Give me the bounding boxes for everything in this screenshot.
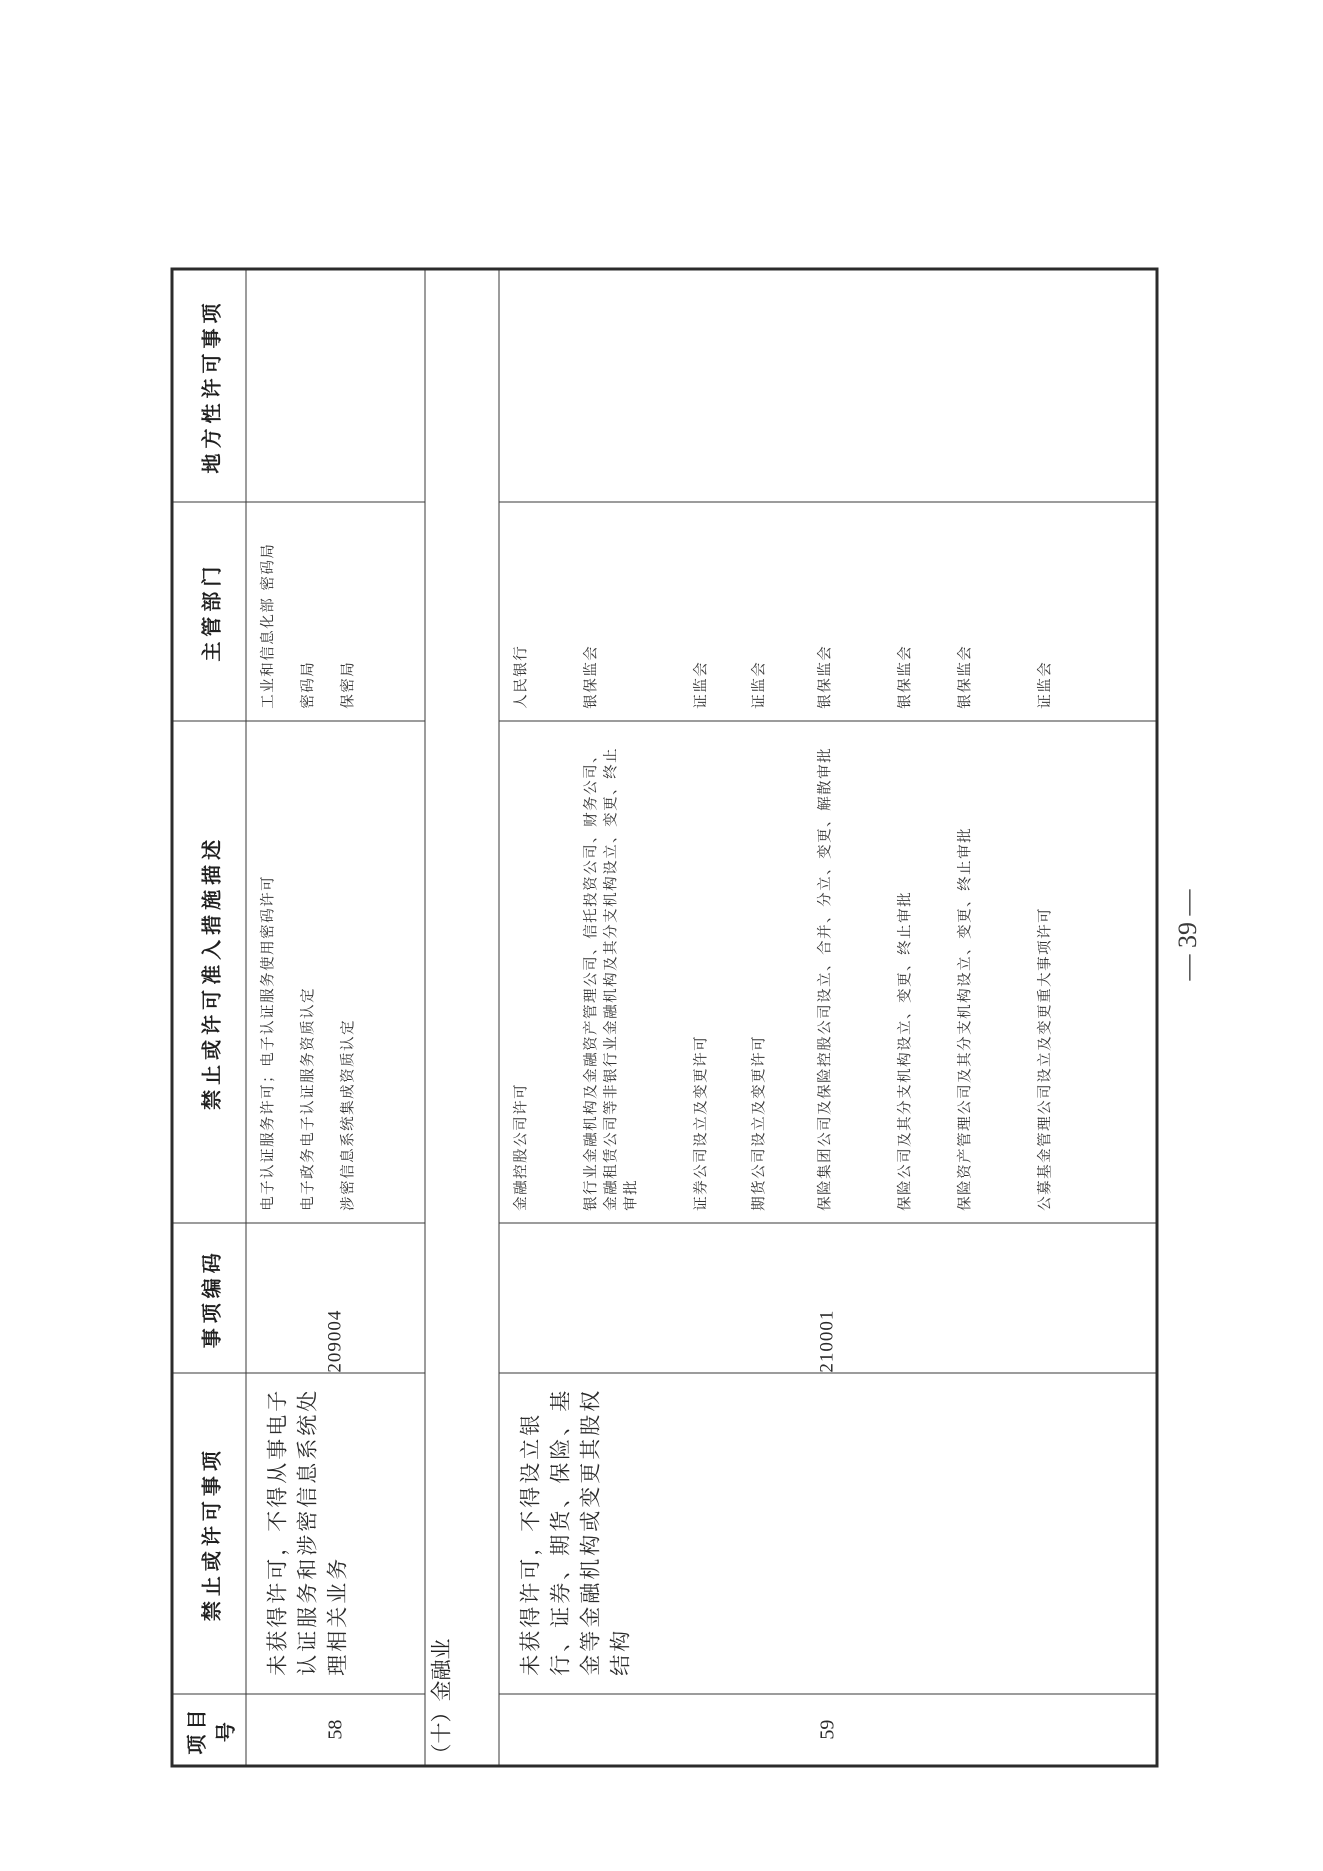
dept-name: 工业和信息化部 密码局 — [260, 542, 277, 709]
dept-cell — [499, 501, 1157, 720]
item-text: 未获得许可，不得设立银行、证券、期货、保险、基金等金融机构或变更其股权结构 — [518, 1387, 633, 1676]
header-local: 地方性许可事项 — [172, 269, 246, 502]
dept-name: 密码局 — [300, 660, 317, 709]
header-dept: 主管部门 — [172, 501, 246, 720]
dept-name: 保密局 — [340, 660, 357, 709]
dept-name: 证监会 — [1037, 660, 1054, 709]
dept-name: 人民银行 — [513, 644, 530, 709]
item-code: 209004 — [246, 1223, 425, 1373]
dept-cell — [246, 501, 425, 720]
page-number: — 39 — — [1173, 889, 1202, 981]
dept-list — [500, 502, 1096, 720]
dept-name: 证监会 — [693, 660, 710, 709]
local-cell — [246, 269, 425, 502]
measure-list — [500, 721, 1096, 1222]
header-desc: 禁止或许可准入措施描述 — [172, 721, 246, 1223]
dept-name: 银保监会 — [897, 644, 914, 709]
item-cell — [499, 1373, 1157, 1694]
measure-desc: 证券公司设立及变更许可 — [693, 1034, 710, 1211]
header-no: 项目号 — [172, 1694, 246, 1766]
item-cell — [246, 1373, 425, 1694]
section-row — [425, 269, 499, 1766]
table-row — [246, 269, 425, 1766]
header-item: 禁止或许可事项 — [172, 1373, 246, 1694]
item-code: 210001 — [499, 1223, 1157, 1373]
table-row — [499, 269, 1157, 1766]
table-header-row — [172, 269, 246, 1766]
row-number: 59 — [499, 1694, 1157, 1766]
measure-desc: 电子认证服务许可；电子认证服务使用密码许可 — [260, 874, 277, 1211]
measure-desc: 期货公司设立及变更许可 — [751, 1034, 768, 1211]
measure-desc: 电子政务电子认证服务资质认定 — [300, 986, 317, 1211]
local-cell — [499, 269, 1157, 502]
dept-name: 证监会 — [751, 660, 768, 709]
permit-table — [171, 267, 1159, 1767]
measure-desc: 涉密信息系统集成资质认定 — [340, 1018, 357, 1211]
measure-list — [247, 721, 379, 1222]
desc-cell — [499, 721, 1157, 1223]
header-code: 事项编码 — [172, 1223, 246, 1373]
dept-name: 银保监会 — [957, 644, 974, 709]
measure-desc: 保险资产管理公司及其分支机构设立、变更、终止审批 — [957, 826, 974, 1211]
measure-desc: 公募基金管理公司设立及变更重大事项许可 — [1037, 906, 1054, 1211]
rotated-table-container — [171, 267, 1156, 1767]
measure-desc: 保险公司及其分支机构设立、变更、终止审批 — [897, 890, 914, 1211]
dept-name: 银保监会 — [817, 644, 834, 709]
item-text: 未获得许可，不得从事电子认证服务和涉密信息系统处理相关业务 — [265, 1387, 350, 1676]
measure-desc: 保险集团公司及保险控股公司设立、合并、分立、变更、解散审批 — [817, 746, 834, 1211]
desc-cell — [246, 721, 425, 1223]
measure-desc: 金融控股公司许可 — [513, 1082, 530, 1211]
dept-name: 银保监会 — [583, 644, 600, 709]
measure-desc: 银行业金融机构及金融资产管理公司、信托投资公司、财务公司、金融租赁公司等非银行业金融机构及其分支机构设立、变更、终止审批 — [583, 746, 640, 1211]
row-number: 58 — [246, 1694, 425, 1766]
dept-list — [247, 502, 379, 720]
section-title: （十）金融业 — [425, 269, 499, 1766]
